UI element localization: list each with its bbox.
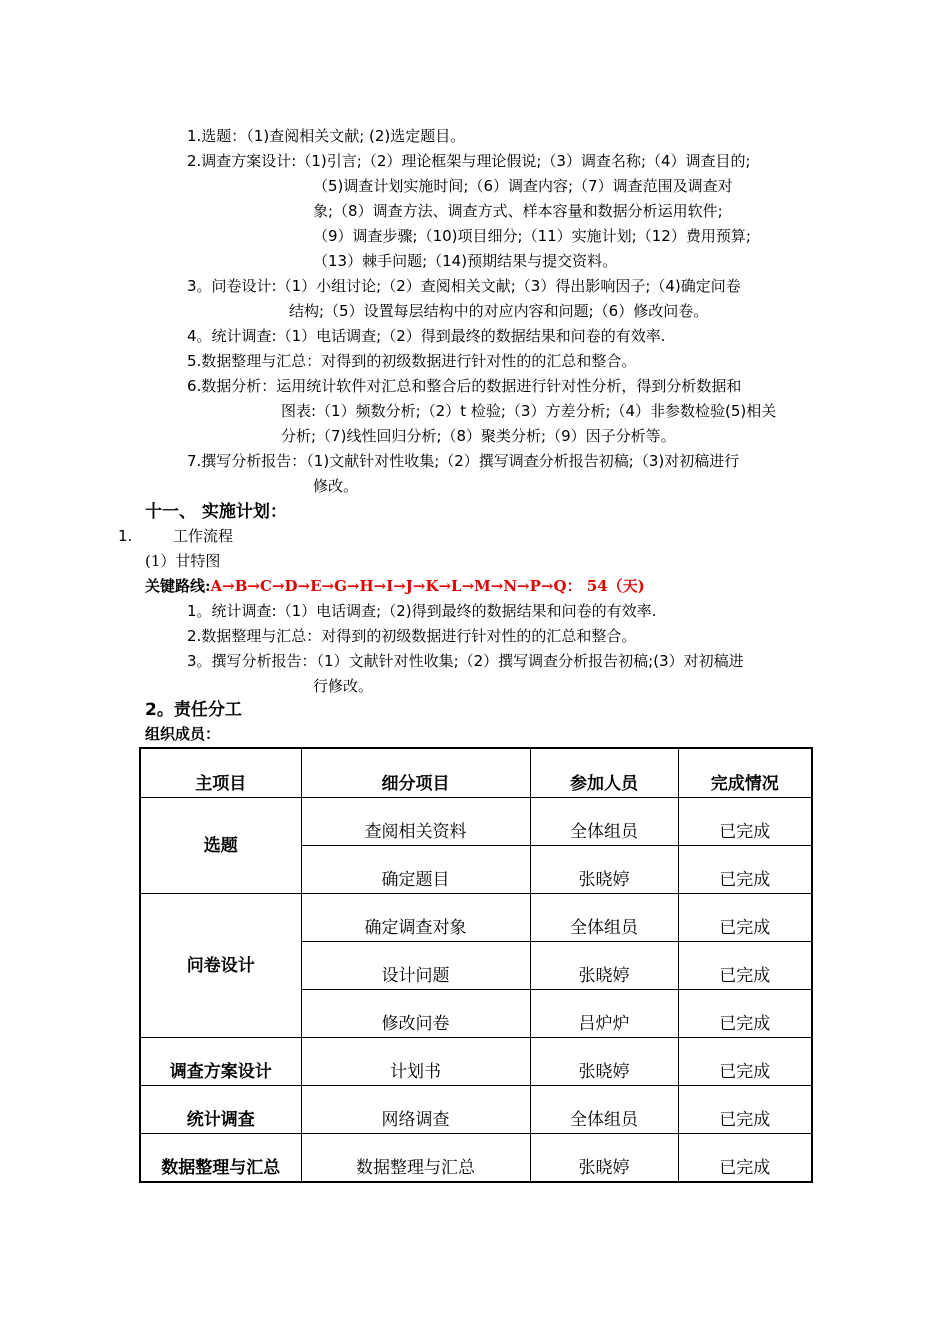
status-cell: 已完成 xyxy=(678,1038,812,1086)
sub-item-cell: 数据整理与汇总 xyxy=(301,1134,530,1183)
step-2-line-3: 象;（8）调查方法、调查方式、样本容量和数据分析运用软件; xyxy=(313,202,723,220)
member-cell: 张晓婷 xyxy=(530,942,678,990)
step-2-line-4: （9）调查步骤;（10)项目细分;（11）实施计划;（12）费用预算; xyxy=(313,227,751,245)
gantt-label: (1）甘特图 xyxy=(145,552,221,570)
members-label: 组织成员： xyxy=(145,725,221,743)
status-cell: 已完成 xyxy=(678,846,812,894)
member-cell: 全体组员 xyxy=(530,798,678,846)
main-item-cell: 问卷设计 xyxy=(140,894,301,1038)
table-row xyxy=(140,894,812,942)
main-item-cell: 调查方案设计 xyxy=(140,1038,301,1086)
step-1-line-1: 1.选题：（1)查阅相关文献; (2)选定题目。 xyxy=(187,127,466,145)
status-cell: 已完成 xyxy=(678,942,812,990)
step-2-line-5: （13）棘手问题;（14)预期结果与提交资料。 xyxy=(313,252,618,270)
header-sub-item: 细分项目 xyxy=(301,748,530,798)
critical-path-value: A→B→C→D→E→G→H→I→J→K→L→M→N→P→Q： 54（天) xyxy=(210,577,645,595)
table-row xyxy=(140,1134,812,1183)
table-header-row xyxy=(140,748,812,798)
item-1-number: 1. xyxy=(118,527,133,545)
table-row xyxy=(140,1086,812,1134)
member-cell: 吕炉炉 xyxy=(530,990,678,1038)
step-3-line-2: 结构;（5）设置每层结构中的对应内容和问题;（6）修改问卷。 xyxy=(289,302,709,320)
status-cell: 已完成 xyxy=(678,1086,812,1134)
step-7-line-2: 修改。 xyxy=(313,477,359,495)
main-item-cell: 选题 xyxy=(140,798,301,894)
member-cell: 张晓婷 xyxy=(530,1134,678,1183)
responsibility-table xyxy=(139,747,813,1183)
step-7-line-1: 7.撰写分析报告：（1)文献针对性收集;（2）撰写调查分析报告初稿;（3)对初稿进行 xyxy=(187,452,740,470)
header-main-item: 主项目 xyxy=(140,748,301,798)
member-cell: 全体组员 xyxy=(530,1086,678,1134)
mid-step-3-line-2: 行修改。 xyxy=(313,677,374,695)
member-cell: 张晓婷 xyxy=(530,1038,678,1086)
member-cell: 全体组员 xyxy=(530,894,678,942)
critical-path-label: 关键路线: xyxy=(145,577,211,595)
critical-path-line xyxy=(145,574,645,598)
status-cell: 已完成 xyxy=(678,798,812,846)
step-6-line-3: 分析;（7)线性回归分析;（8）聚类分析;（9）因子分析等。 xyxy=(281,427,676,445)
main-item-cell: 数据整理与汇总 xyxy=(140,1134,301,1183)
sub-item-cell: 计划书 xyxy=(301,1038,530,1086)
mid-step-3-line-1: 3。撰写分析报告：（1）文献针对性收集;（2）撰写调查分析报告初稿;(3）对初稿进 xyxy=(187,652,744,670)
step-4-line-1: 4。统计调查:（1）电话调查;（2）得到最终的数据结果和问卷的有效率. xyxy=(187,327,666,345)
mid-step-2-line-1: 2.数据整理与汇总：对得到的初级数据进行针对性的的汇总和整合。 xyxy=(187,627,637,645)
sub-item-cell: 修改问卷 xyxy=(301,990,530,1038)
table-row xyxy=(140,798,812,846)
status-cell: 已完成 xyxy=(678,894,812,942)
step-6-line-2: 图表:（1）频数分析;（2）t 检验;（3）方差分析;（4）非参数检验(5)相关 xyxy=(281,402,777,420)
step-2-line-2: （5)调查计划实施时间;（6）调查内容;（7）调查范围及调查对 xyxy=(313,177,733,195)
sub-item-cell: 查阅相关资料 xyxy=(301,798,530,846)
sub-item-cell: 确定题目 xyxy=(301,846,530,894)
step-6-line-1: 6.数据分析：运用统计软件对汇总和整合后的数据进行针对性分析，得到分析数据和 xyxy=(187,377,742,395)
header-status: 完成情况 xyxy=(678,748,812,798)
member-cell: 张晓婷 xyxy=(530,846,678,894)
step-5-line-1: 5.数据整理与汇总：对得到的初级数据进行针对性的的汇总和整合。 xyxy=(187,352,637,370)
item-1-text: 工作流程 xyxy=(173,527,234,545)
header-members: 参加人员 xyxy=(530,748,678,798)
status-cell: 已完成 xyxy=(678,1134,812,1183)
status-cell: 已完成 xyxy=(678,990,812,1038)
step-2-line-1: 2.调查方案设计:（1)引言;（2）理论框架与理论假说;（3）调查名称;（4）调查目的; xyxy=(187,152,751,170)
section-11-heading: 十一、 实施计划： xyxy=(145,502,287,522)
step-3-line-1: 3。问卷设计:（1）小组讨论;（2）查阅相关文献;（3）得出影响因子;（4)确定问卷 xyxy=(187,277,741,295)
sub-item-cell: 设计问题 xyxy=(301,942,530,990)
sub-item-cell: 确定调查对象 xyxy=(301,894,530,942)
section-2-heading: 2。责任分工 xyxy=(145,700,242,720)
table-row xyxy=(140,1038,812,1086)
sub-item-cell: 网络调查 xyxy=(301,1086,530,1134)
main-item-cell: 统计调查 xyxy=(140,1086,301,1134)
mid-step-1-line-1: 1。统计调查:（1）电话调查;（2)得到最终的数据结果和问卷的有效率. xyxy=(187,602,657,620)
